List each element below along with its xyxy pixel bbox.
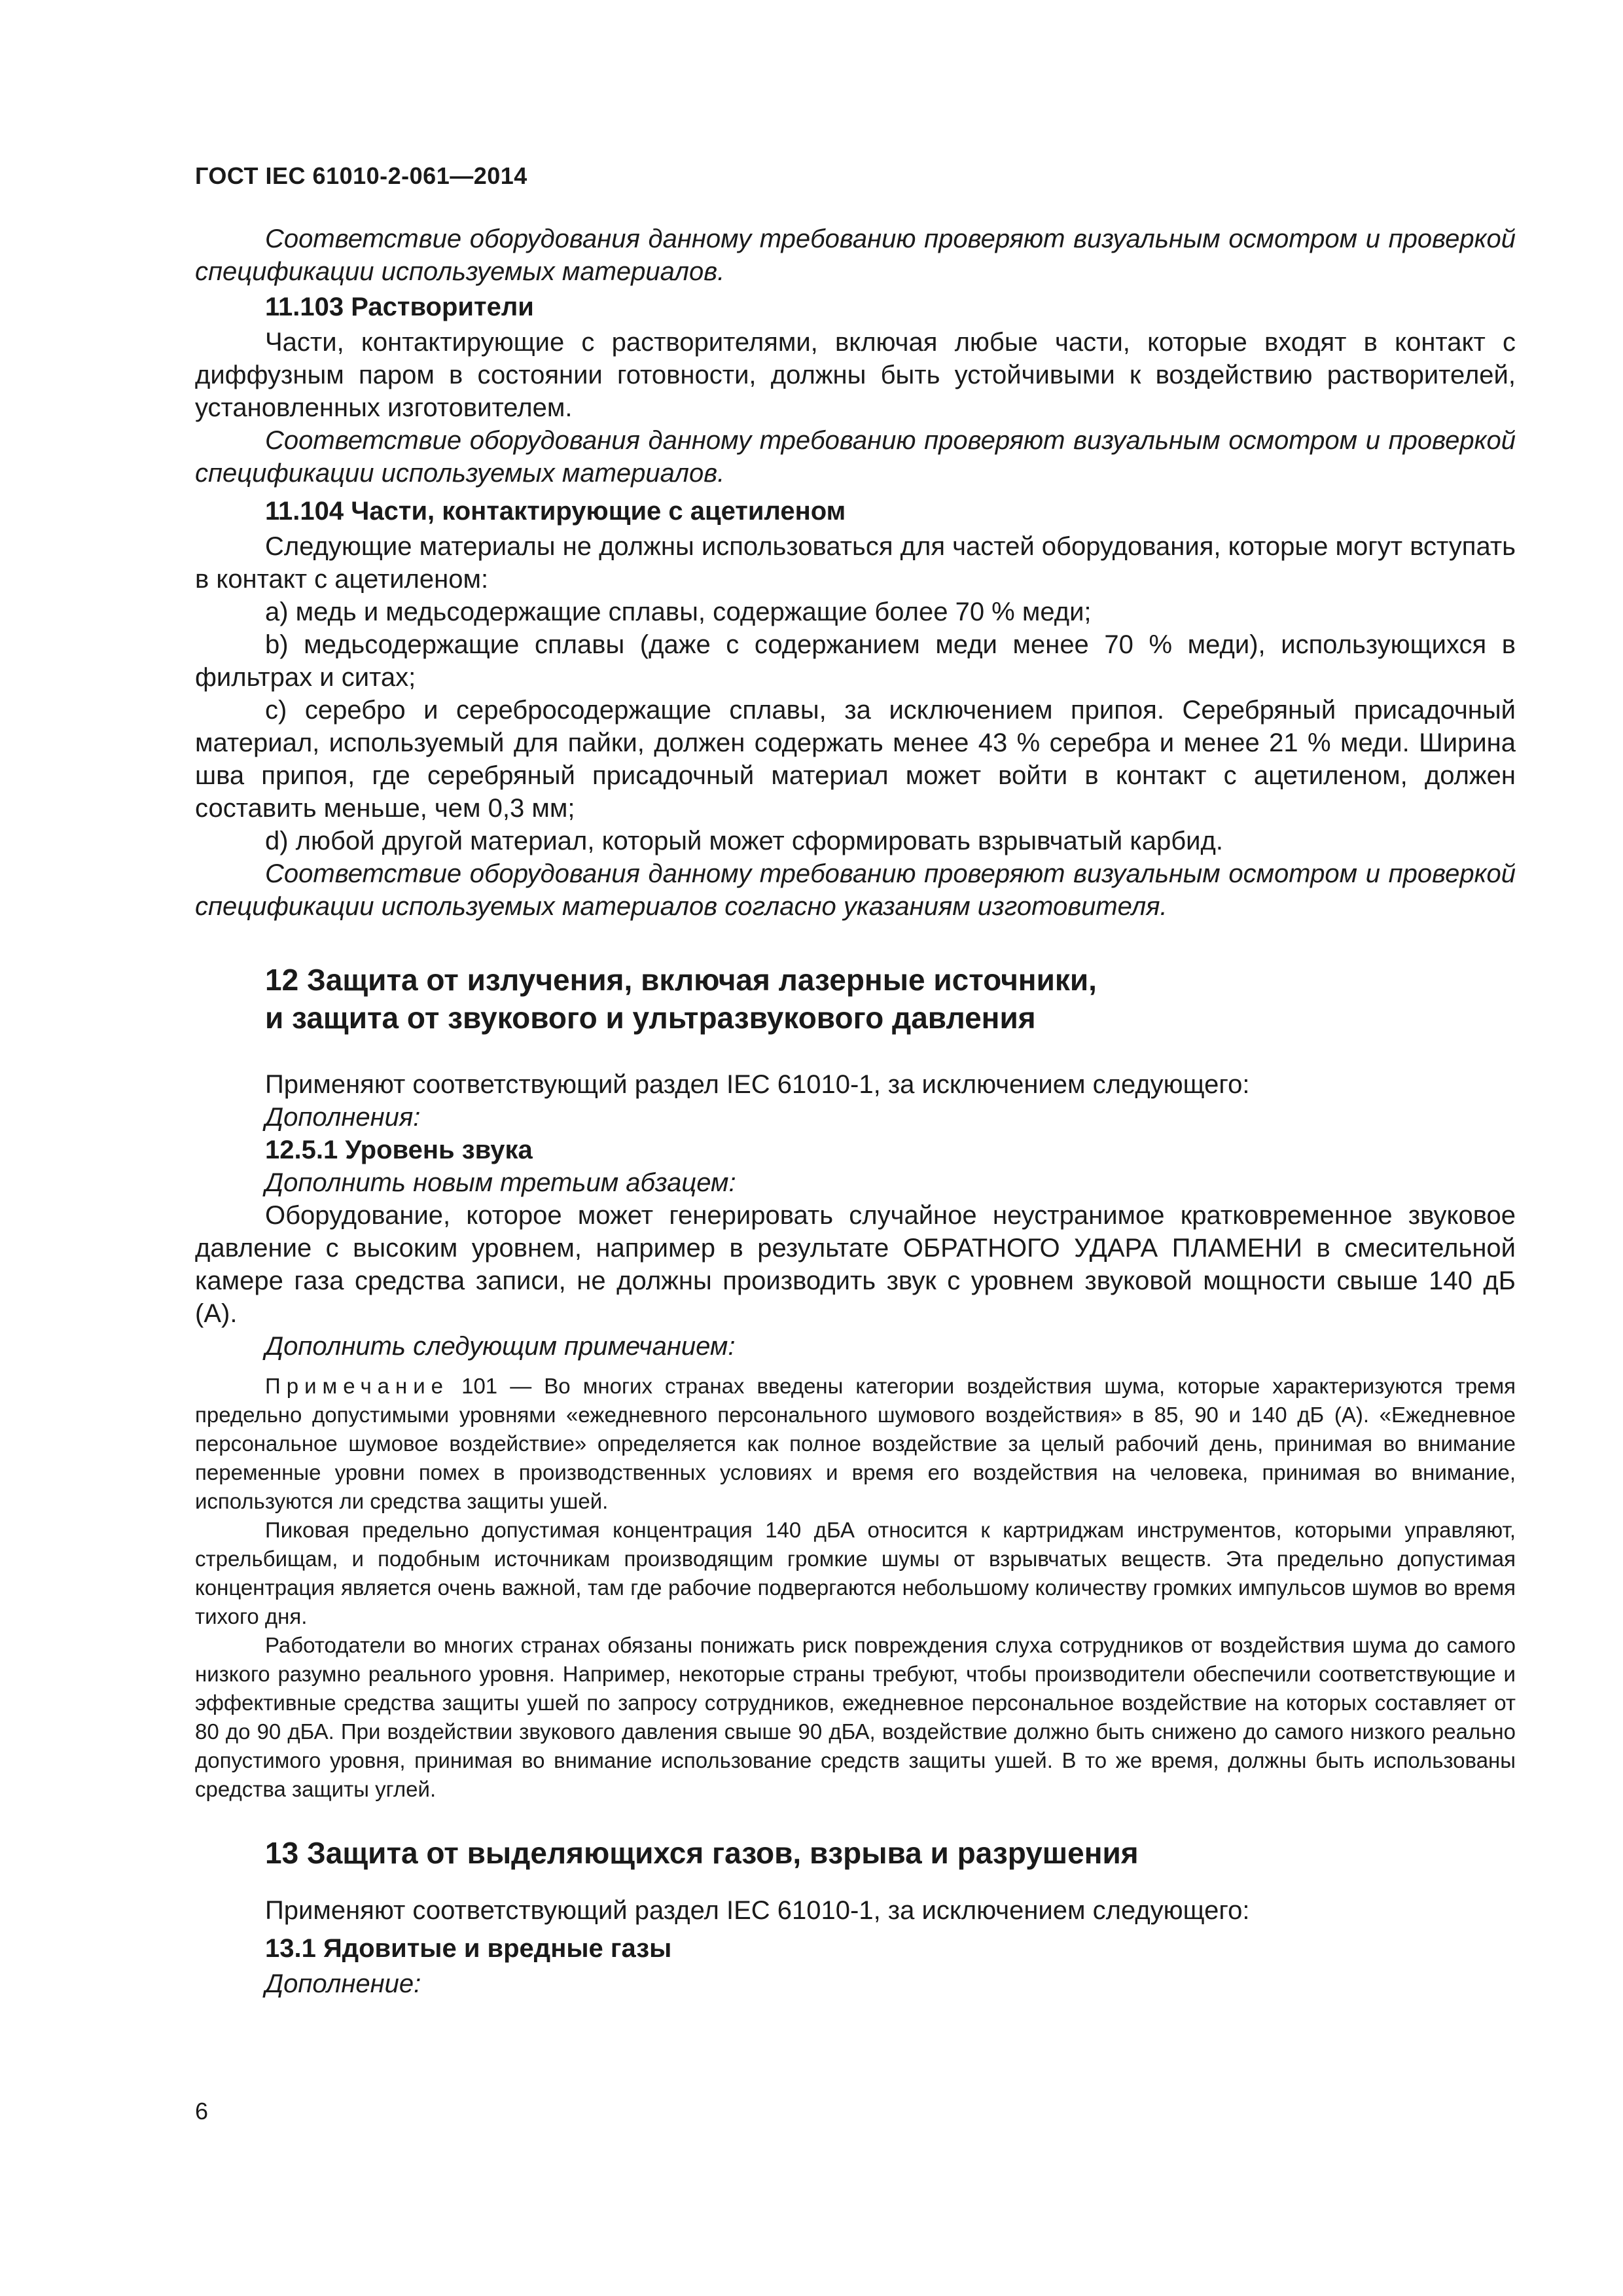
- list-item-d: d) любой другой материал, который может сформировать взрывчатый карбид.: [265, 827, 1223, 855]
- clause-13-1-addition: Дополнение:: [265, 1969, 421, 1998]
- section-13-title: 13 Защита от выделяющихся газов, взрыва и разрушения: [265, 1836, 1139, 1870]
- list-item-b: b) медьсодержащие сплавы (даже с содержанием меди менее 70 % меди), использующихся в фильтрах и ситах;: [195, 630, 1516, 692]
- compliance-paragraph: Соответствие оборудования данному требованию проверяют визуальным осмотром и проверкой спецификации используемых материалов согласно указаниям изготовителя.: [195, 859, 1516, 921]
- note-101-text: 101 — Во многих странах введены категории воздействия шума, которые характеризуются тремя предельно допустимыми уровнями «ежедневного персонального шумового воздействия» в 85, 90 и 140 дБ (А). «Ежедневное персональное шумовое воздействие» определяется как полное воздействие за целый рабочий день, принимая во внимание переменные уровни помех в производственных условиях и время его воздействия на человека, принимая во внимание, используются ли средства защиты ушей.: [195, 1374, 1516, 1513]
- list-item-a: a) медь и медьсодержащие сплавы, содержащие более 70 % меди;: [265, 598, 1092, 626]
- note-paragraph-2: Пиковая предельно допустимая концентрация 140 дБА относится к картриджам инструментов, которыми управляют, стрельбищам, и подобным источникам производящим громкие шумы от взрывчатых веществ. Эта предельно допустимая концентрация является очень важной, там где рабочие подвергаются небольшому количеству громких импульсов шумов во время тихого дня.: [195, 1518, 1516, 1628]
- clause-12-5-1-text: Оборудование, которое может генерировать случайное неустранимое кратковременное звуковое давление с высоким уровнем, например в результате ОБРАТНОГО УДАРА ПЛАМЕНИ в смесительной камере газа средства записи, не должны производить звук с уровнем звуковой мощности свыше 140 дБ (А).: [195, 1201, 1516, 1328]
- note-paragraph-3: Работодатели во многих странах обязаны понижать риск повреждения слуха сотрудников от воздействия шума до самого низкого разумно реального уровня. Например, некоторые страны требуют, чтобы производители обеспечили соответствующие и эффективные средства защиты ушей по запросу сотрудников, ежедневное персональное воздействие на которых составляет от 80 до 90 дБА. При воздействии звукового давления свыше 90 дБА, воздействие должно быть снижено до самого низкого реально допустимого уровня, принимая во внимание использование средств защиты ушей. В то же время, должны быть использованы средства защиты углей.: [195, 1633, 1516, 1801]
- section-12-title-line2: и защита от звукового и ультразвукового давления: [265, 1001, 1036, 1035]
- acetylene-paragraph: Следующие материалы не должны использоваться для частей оборудования, которые могут вступать в контакт с ацетиленом:: [195, 532, 1516, 594]
- section-12-additions-label: Дополнения:: [265, 1103, 421, 1132]
- section-12-title-line1: 12 Защита от излучения, включая лазерные источники,: [265, 963, 1097, 997]
- compliance-paragraph: Соответствие оборудования данному требованию проверяют визуальным осмотром и проверкой спецификации используемых материалов.: [195, 426, 1516, 488]
- note-instruction: Дополнить следующим примечанием:: [265, 1332, 736, 1361]
- clause-11-104-title: 11.104 Части, контактирующие с ацетиленом: [265, 497, 846, 526]
- clause-11-103-title: 11.103 Растворители: [265, 293, 534, 321]
- clause-12-5-1-title: 12.5.1 Уровень звука: [265, 1136, 533, 1164]
- page-number: 6: [195, 2098, 209, 2125]
- clause-13-1-title: 13.1 Ядовитые и вредные газы: [265, 1934, 672, 1963]
- page-content: [195, 223, 1516, 2000]
- note-label: Примечание: [265, 1374, 450, 1398]
- section-13-applies: Применяют соответствующий раздел IEC 61010-1, за исключением следующего:: [265, 1896, 1250, 1925]
- clause-12-5-1-instruction: Дополнить новым третьим абзацем:: [265, 1168, 736, 1197]
- section-12-applies: Применяют соответствующий раздел IEC 61010-1, за исключением следующего:: [265, 1070, 1250, 1099]
- document-id-header: ГОСТ IEC 61010-2-061—2014: [195, 162, 527, 189]
- list-item-c: c) серебро и серебросодержащие сплавы, за исключением припоя. Серебряный присадочный материал, используемый для пайки, должен содержать менее 43 % серебра и менее 21 % меди. Ширина шва припоя, где серебряный присадочный материал может войти в контакт с ацетиленом, должен составить меньше, чем 0,3 мм;: [195, 696, 1516, 823]
- solvents-paragraph: Части, контактирующие с растворителями, включая любые части, которые входят в контакт с диффузным паром в состоянии готовности, должны быть устойчивыми к воздействию растворителей, установленных изготовителем.: [195, 328, 1516, 422]
- compliance-paragraph: Соответствие оборудования данному требованию проверяют визуальным осмотром и проверкой спецификации используемых материалов.: [195, 224, 1516, 286]
- note-101: [195, 1372, 1516, 1516]
